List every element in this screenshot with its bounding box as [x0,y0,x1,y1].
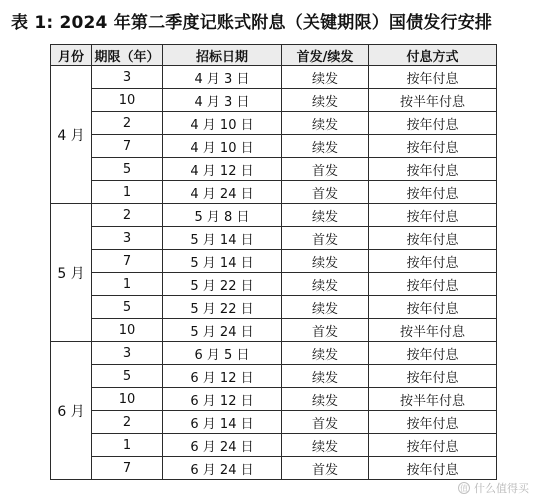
auction-date-cell: 6 月 24 日 [163,434,282,457]
term-cell: 10 [92,89,163,112]
term-cell: 7 [92,250,163,273]
issue-type-cell: 续发 [282,273,369,296]
issue-type-cell: 续发 [282,135,369,158]
term-cell: 7 [92,457,163,480]
auction-date-cell: 6 月 24 日 [163,457,282,480]
header-auction-date: 招标日期 [163,45,282,66]
interest-method-cell: 按年付息 [369,250,497,273]
term-cell: 3 [92,66,163,89]
issue-type-cell: 首发 [282,319,369,342]
auction-date-cell: 5 月 14 日 [163,227,282,250]
auction-date-cell: 5 月 22 日 [163,296,282,319]
auction-date-cell: 6 月 5 日 [163,342,282,365]
term-cell: 7 [92,135,163,158]
auction-date-cell: 4 月 3 日 [163,89,282,112]
interest-method-cell: 按年付息 [369,112,497,135]
issue-type-cell: 续发 [282,296,369,319]
term-cell: 5 [92,158,163,181]
issue-type-cell: 首发 [282,411,369,434]
issue-type-cell: 首发 [282,227,369,250]
term-cell: 5 [92,296,163,319]
interest-method-cell: 按半年付息 [369,89,497,112]
table-row [51,388,497,411]
auction-date-cell: 6 月 12 日 [163,365,282,388]
table-row [51,342,497,365]
term-cell: 5 [92,365,163,388]
auction-date-cell: 5 月 14 日 [163,250,282,273]
interest-method-cell: 按半年付息 [369,319,497,342]
issue-type-cell: 首发 [282,457,369,480]
table-row [51,204,497,227]
watermark-text: 什么值得买 [474,482,529,495]
interest-method-cell: 按年付息 [369,434,497,457]
term-cell: 3 [92,342,163,365]
table-row [51,227,497,250]
term-cell: 1 [92,273,163,296]
table-row [51,273,497,296]
auction-date-cell: 5 月 24 日 [163,319,282,342]
bond-issuance-table [50,44,497,480]
issue-type-cell: 续发 [282,66,369,89]
issue-type-cell: 续发 [282,204,369,227]
interest-method-cell: 按年付息 [369,273,497,296]
interest-method-cell: 按半年付息 [369,388,497,411]
table-row [51,135,497,158]
table-row [51,296,497,319]
table-row [51,158,497,181]
table-row [51,66,497,89]
month-cell: 5 月 [51,204,92,342]
smzdm-logo-icon: 值 [460,483,468,493]
table-row [51,181,497,204]
auction-date-cell: 6 月 14 日 [163,411,282,434]
interest-method-cell: 按年付息 [369,227,497,250]
issue-type-cell: 续发 [282,250,369,273]
header-issue-type: 首发/续发 [282,45,369,66]
issue-type-cell: 续发 [282,388,369,411]
auction-date-cell: 4 月 10 日 [163,112,282,135]
table-row [51,434,497,457]
auction-date-cell: 5 月 22 日 [163,273,282,296]
issue-type-cell: 续发 [282,434,369,457]
auction-date-cell: 4 月 10 日 [163,135,282,158]
interest-method-cell: 按年付息 [369,365,497,388]
interest-method-cell: 按年付息 [369,204,497,227]
term-cell: 2 [92,204,163,227]
table-row [51,112,497,135]
header-term: 期限（年） [92,45,163,66]
auction-date-cell: 4 月 3 日 [163,66,282,89]
auction-date-cell: 6 月 12 日 [163,388,282,411]
table-body [51,66,497,480]
auction-date-cell: 5 月 8 日 [163,204,282,227]
term-cell: 2 [92,112,163,135]
term-cell: 3 [92,227,163,250]
table-header-row [51,45,497,66]
interest-method-cell: 按年付息 [369,457,497,480]
term-cell: 1 [92,181,163,204]
interest-method-cell: 按年付息 [369,135,497,158]
issue-type-cell: 续发 [282,89,369,112]
interest-method-cell: 按年付息 [369,181,497,204]
issue-type-cell: 续发 [282,112,369,135]
interest-method-cell: 按年付息 [369,158,497,181]
term-cell: 1 [92,434,163,457]
watermark [458,480,529,496]
table-row [51,411,497,434]
term-cell: 10 [92,388,163,411]
table-title: 表 1: 2024 年第二季度记账式附息（关键期限）国债发行安排 [11,13,493,33]
table-row [51,319,497,342]
issue-type-cell: 首发 [282,158,369,181]
month-cell: 6 月 [51,342,92,480]
table-row [51,457,497,480]
header-month: 月份 [51,45,92,66]
header-interest-method: 付息方式 [369,45,497,66]
interest-method-cell: 按年付息 [369,296,497,319]
month-cell: 4 月 [51,66,92,204]
issue-type-cell: 首发 [282,181,369,204]
issue-type-cell: 续发 [282,365,369,388]
term-cell: 2 [92,411,163,434]
table-row [51,89,497,112]
issue-type-cell: 续发 [282,342,369,365]
auction-date-cell: 4 月 24 日 [163,181,282,204]
term-cell: 10 [92,319,163,342]
interest-method-cell: 按年付息 [369,66,497,89]
interest-method-cell: 按年付息 [369,411,497,434]
table-row [51,365,497,388]
interest-method-cell: 按年付息 [369,342,497,365]
table-row [51,250,497,273]
auction-date-cell: 4 月 12 日 [163,158,282,181]
